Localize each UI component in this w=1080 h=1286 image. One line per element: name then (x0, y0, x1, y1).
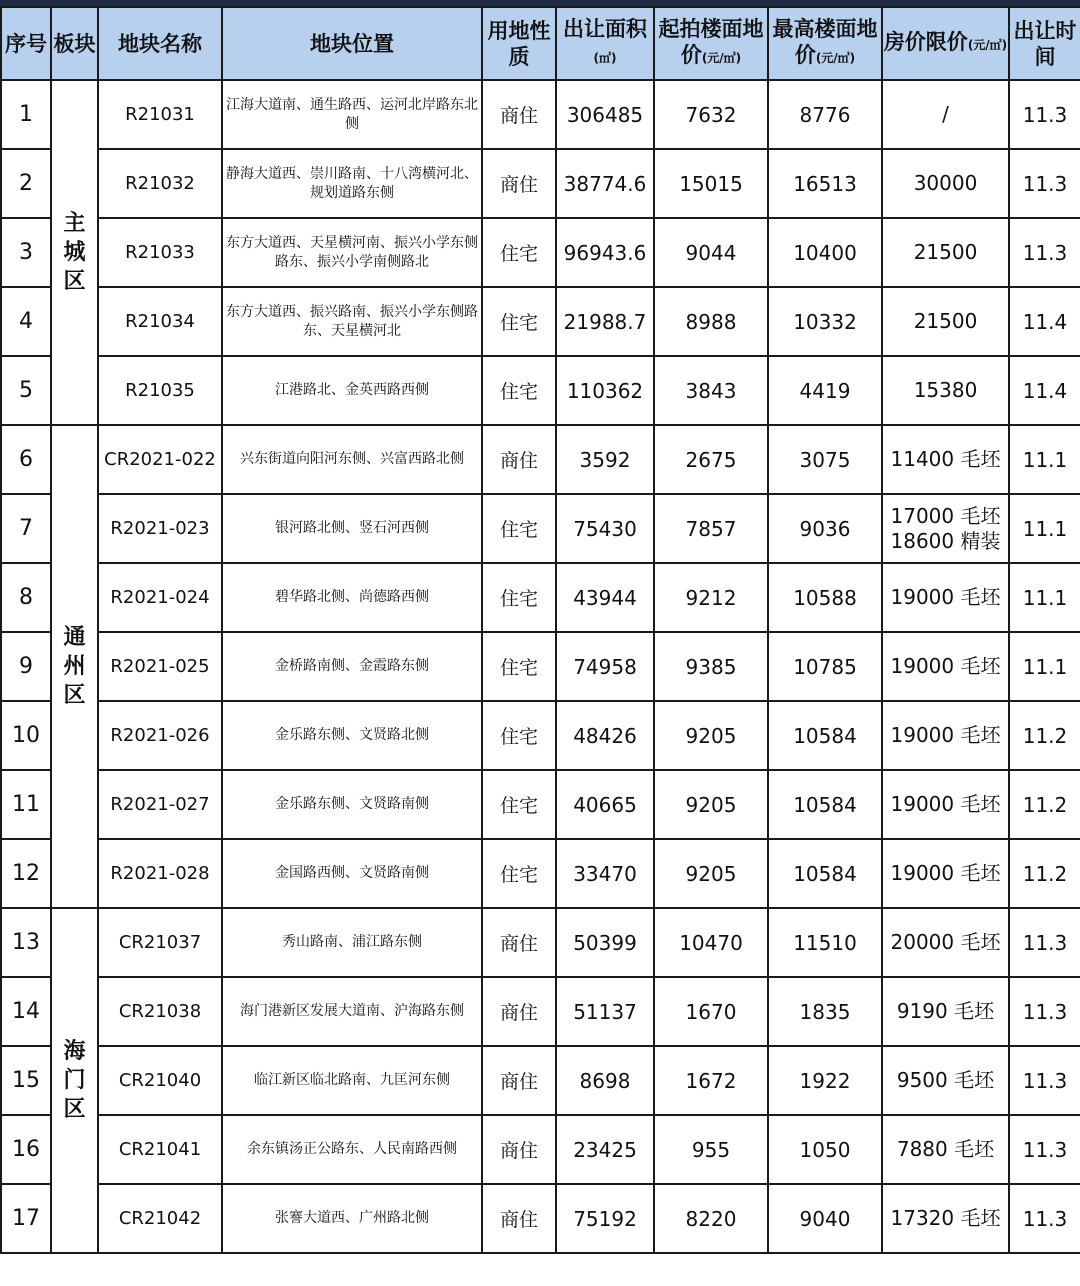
cell-max-price: 10584 (768, 839, 882, 908)
cell-land-use: 住宅 (482, 287, 556, 356)
cell-location: 秀山路南、浦江路东侧 (222, 908, 482, 977)
cell-price-cap (882, 218, 1009, 287)
cell-max-price: 10400 (768, 218, 882, 287)
cell-sale-time: 11.4 (1009, 356, 1080, 425)
cell-seq: 1 (1, 80, 51, 149)
table-header (1, 7, 1080, 80)
cell-sale-time: 11.2 (1009, 839, 1080, 908)
cell-max-price: 9040 (768, 1184, 882, 1253)
cell-max-price: 1835 (768, 977, 882, 1046)
table-row (1, 1184, 1080, 1253)
header-start-price (654, 7, 768, 80)
cell-location: 静海大道西、崇川路南、十八湾横河北、规划道路东侧 (222, 149, 482, 218)
cell-plot-name: R2021-023 (98, 494, 222, 563)
cell-price-cap (882, 425, 1009, 494)
cell-location: 江港路北、金英西路西侧 (222, 356, 482, 425)
cell-max-price: 3075 (768, 425, 882, 494)
cell-plot-name: CR21038 (98, 977, 222, 1046)
cell-seq: 15 (1, 1046, 51, 1115)
cell-start-price: 9044 (654, 218, 768, 287)
cell-area: 50399 (556, 908, 654, 977)
cell-seq: 3 (1, 218, 51, 287)
cell-price-cap (882, 356, 1009, 425)
price-cap-value: 19000 毛坯 (890, 861, 1001, 885)
cell-area: 96943.6 (556, 218, 654, 287)
cell-start-price: 1670 (654, 977, 768, 1046)
cell-land-use: 商住 (482, 80, 556, 149)
header-start-price-unit: (元/㎡) (701, 51, 742, 65)
cell-start-price: 9205 (654, 701, 768, 770)
cell-sale-time: 11.1 (1009, 494, 1080, 563)
cell-start-price: 9212 (654, 563, 768, 632)
cell-area: 75192 (556, 1184, 654, 1253)
cell-seq: 9 (1, 632, 51, 701)
cell-area: 306485 (556, 80, 654, 149)
header-max-price-unit: (元/㎡) (815, 51, 856, 65)
cell-max-price: 16513 (768, 149, 882, 218)
cell-sale-time: 11.3 (1009, 218, 1080, 287)
cell-location: 张謇大道西、广州路北侧 (222, 1184, 482, 1253)
cell-plot-name: CR21037 (98, 908, 222, 977)
header-land-use-label: 用地性质 (487, 18, 551, 69)
price-cap-value: 19000 毛坯 (890, 723, 1001, 747)
header-max-price (768, 7, 882, 80)
cell-seq: 16 (1, 1115, 51, 1184)
cell-max-price: 4419 (768, 356, 882, 425)
cell-location: 余东镇汤正公路东、人民南路西侧 (222, 1115, 482, 1184)
header-price-cap (882, 7, 1009, 80)
cell-start-price: 2675 (654, 425, 768, 494)
cell-land-use: 住宅 (482, 839, 556, 908)
table-row (1, 701, 1080, 770)
table-row (1, 149, 1080, 218)
table-row (1, 80, 1080, 149)
header-sale-time (1009, 7, 1080, 80)
cell-price-cap (882, 908, 1009, 977)
cell-land-use: 商住 (482, 1115, 556, 1184)
district-label: 通州区 (63, 625, 86, 708)
table-row (1, 494, 1080, 563)
cell-max-price: 1922 (768, 1046, 882, 1115)
cell-area: 38774.6 (556, 149, 654, 218)
cell-max-price: 10584 (768, 770, 882, 839)
price-cap-value: 30000 (913, 171, 978, 195)
price-cap-value: 19000 毛坯 (890, 654, 1001, 678)
table-row (1, 908, 1080, 977)
cell-price-cap (882, 149, 1009, 218)
price-cap-value: 9500 毛坯 (896, 1068, 995, 1092)
table-row (1, 425, 1080, 494)
cell-plot-name: R2021-025 (98, 632, 222, 701)
cell-plot-name: R2021-027 (98, 770, 222, 839)
header-price-cap-unit: (元/㎡) (967, 38, 1008, 52)
cell-area: 43944 (556, 563, 654, 632)
cell-max-price: 10785 (768, 632, 882, 701)
cell-seq: 10 (1, 701, 51, 770)
header-location (222, 7, 482, 80)
cell-start-price: 9205 (654, 839, 768, 908)
table-row (1, 977, 1080, 1046)
cell-max-price: 10332 (768, 287, 882, 356)
cell-start-price: 9385 (654, 632, 768, 701)
cell-seq: 5 (1, 356, 51, 425)
header-max-price-label: 最高楼面地价 (772, 17, 878, 67)
cell-start-price: 8220 (654, 1184, 768, 1253)
cell-land-use: 商住 (482, 1046, 556, 1115)
cell-plot-name: CR2021-022 (98, 425, 222, 494)
table-row (1, 563, 1080, 632)
price-cap-value: 9190 毛坯 (896, 999, 995, 1023)
cell-seq: 2 (1, 149, 51, 218)
cell-price-cap (882, 80, 1009, 149)
cell-sale-time: 11.3 (1009, 1184, 1080, 1253)
cell-plot-name: CR21042 (98, 1184, 222, 1253)
cell-plot-name: CR21040 (98, 1046, 222, 1115)
price-cap-value: 17000 毛坯 (890, 503, 1001, 528)
cell-price-cap (882, 977, 1009, 1046)
table-row (1, 287, 1080, 356)
cell-start-price: 10470 (654, 908, 768, 977)
cell-start-price: 7632 (654, 80, 768, 149)
cell-seq: 6 (1, 425, 51, 494)
header-district-label: 板块 (53, 31, 96, 56)
cell-sale-time: 11.3 (1009, 149, 1080, 218)
land-auction-table (0, 6, 1080, 1254)
cell-price-cap (882, 770, 1009, 839)
district-label: 主城区 (63, 211, 86, 294)
price-cap-value: / (942, 102, 949, 126)
cell-max-price: 9036 (768, 494, 882, 563)
cell-plot-name: R21034 (98, 287, 222, 356)
cell-location: 银河路北侧、竖石河西侧 (222, 494, 482, 563)
cell-price-cap (882, 839, 1009, 908)
header-sale-time-label: 出让时间 (1013, 18, 1077, 69)
price-cap-value: 20000 毛坯 (890, 930, 1001, 954)
cell-area: 23425 (556, 1115, 654, 1184)
cell-plot-name: R21035 (98, 356, 222, 425)
cell-land-use: 商住 (482, 149, 556, 218)
cell-plot-name: R2021-024 (98, 563, 222, 632)
cell-area: 74958 (556, 632, 654, 701)
cell-area: 21988.7 (556, 287, 654, 356)
cell-land-use: 商住 (482, 425, 556, 494)
cell-land-use: 商住 (482, 1184, 556, 1253)
price-cap-value: 19000 毛坯 (890, 792, 1001, 816)
cell-price-cap (882, 563, 1009, 632)
cell-max-price: 8776 (768, 80, 882, 149)
cell-seq: 13 (1, 908, 51, 977)
cell-seq: 14 (1, 977, 51, 1046)
cell-price-cap (882, 1184, 1009, 1253)
cell-area: 51137 (556, 977, 654, 1046)
table-row (1, 218, 1080, 287)
cell-location: 兴东街道向阳河东侧、兴富西路北侧 (222, 425, 482, 494)
cell-location: 金桥路南侧、金霞路东侧 (222, 632, 482, 701)
cell-plot-name: CR21041 (98, 1115, 222, 1184)
cell-price-cap (882, 701, 1009, 770)
cell-sale-time: 11.3 (1009, 1115, 1080, 1184)
cell-sale-time: 11.3 (1009, 977, 1080, 1046)
cell-max-price: 11510 (768, 908, 882, 977)
cell-price-cap (882, 287, 1009, 356)
table-row (1, 356, 1080, 425)
cell-location: 东方大道西、天星横河南、振兴小学东侧路东、振兴小学南侧路北 (222, 218, 482, 287)
cell-sale-time: 11.1 (1009, 425, 1080, 494)
cell-area: 33470 (556, 839, 654, 908)
cell-land-use: 住宅 (482, 494, 556, 563)
district-label: 海门区 (63, 1039, 86, 1122)
header-area (556, 7, 654, 80)
cell-plot-name: R2021-026 (98, 701, 222, 770)
cell-land-use: 住宅 (482, 701, 556, 770)
price-cap-value-secondary: 18600 精装 (890, 528, 1001, 553)
cell-sale-time: 11.3 (1009, 908, 1080, 977)
cell-area: 8698 (556, 1046, 654, 1115)
cell-sale-time: 11.1 (1009, 563, 1080, 632)
cell-price-cap (882, 1115, 1009, 1184)
cell-land-use: 商住 (482, 908, 556, 977)
header-row (1, 7, 1080, 80)
header-district (51, 7, 98, 80)
cell-seq: 17 (1, 1184, 51, 1253)
cell-area: 3592 (556, 425, 654, 494)
cell-sale-time: 11.2 (1009, 701, 1080, 770)
table-body (1, 80, 1080, 1253)
cell-location: 海门港新区发展大道南、沪海路东侧 (222, 977, 482, 1046)
cell-land-use: 住宅 (482, 563, 556, 632)
cell-district (51, 425, 98, 908)
cell-sale-time: 11.2 (1009, 770, 1080, 839)
header-price-cap-label: 房价限价 (883, 30, 968, 54)
cell-location: 临江新区临北路南、九匡河东侧 (222, 1046, 482, 1115)
table-row (1, 632, 1080, 701)
cell-seq: 7 (1, 494, 51, 563)
cell-location: 金乐路东侧、文贤路北侧 (222, 701, 482, 770)
cell-location: 金乐路东侧、文贤路南侧 (222, 770, 482, 839)
table-row (1, 1115, 1080, 1184)
header-seq (1, 7, 51, 80)
cell-plot-name: R2021-028 (98, 839, 222, 908)
header-area-label: 出让面积 (563, 17, 647, 41)
cell-max-price: 10588 (768, 563, 882, 632)
cell-price-cap (882, 494, 1009, 563)
cell-land-use: 商住 (482, 977, 556, 1046)
table-row (1, 839, 1080, 908)
cell-location: 江海大道南、通生路西、运河北岸路东北侧 (222, 80, 482, 149)
price-cap-value: 7880 毛坯 (896, 1137, 995, 1161)
cell-sale-time: 11.4 (1009, 287, 1080, 356)
cell-area: 110362 (556, 356, 654, 425)
cell-seq: 12 (1, 839, 51, 908)
header-area-unit: (㎡) (593, 51, 617, 65)
header-seq-label: 序号 (5, 31, 47, 56)
cell-start-price: 7857 (654, 494, 768, 563)
price-cap-value: 15380 (913, 378, 978, 402)
price-cap-value: 21500 (913, 309, 978, 333)
price-cap-value: 11400 毛坯 (890, 447, 1001, 471)
cell-sale-time: 11.3 (1009, 1046, 1080, 1115)
cell-price-cap (882, 1046, 1009, 1115)
cell-start-price: 1672 (654, 1046, 768, 1115)
cell-sale-time: 11.1 (1009, 632, 1080, 701)
cell-district (51, 908, 98, 1253)
cell-max-price: 10584 (768, 701, 882, 770)
cell-land-use: 住宅 (482, 632, 556, 701)
cell-location: 东方大道西、振兴路南、振兴小学东侧路东、天星横河北 (222, 287, 482, 356)
table-row (1, 770, 1080, 839)
price-cap-value: 17320 毛坯 (890, 1206, 1001, 1230)
cell-land-use: 住宅 (482, 218, 556, 287)
cell-start-price: 955 (654, 1115, 768, 1184)
cell-plot-name: R21033 (98, 218, 222, 287)
cell-plot-name: R21032 (98, 149, 222, 218)
cell-area: 40665 (556, 770, 654, 839)
cell-price-cap (882, 632, 1009, 701)
cell-location: 碧华路北侧、尚德路西侧 (222, 563, 482, 632)
cell-location: 金国路西侧、文贤路南侧 (222, 839, 482, 908)
cell-area: 75430 (556, 494, 654, 563)
cell-max-price: 1050 (768, 1115, 882, 1184)
header-plot-name-label: 地块名称 (118, 31, 202, 56)
cell-seq: 4 (1, 287, 51, 356)
cell-area: 48426 (556, 701, 654, 770)
cell-land-use: 住宅 (482, 770, 556, 839)
cell-seq: 8 (1, 563, 51, 632)
header-plot-name (98, 7, 222, 80)
cell-sale-time: 11.3 (1009, 80, 1080, 149)
cell-start-price: 15015 (654, 149, 768, 218)
price-cap-value: 21500 (913, 240, 978, 264)
cell-start-price: 9205 (654, 770, 768, 839)
cell-start-price: 8988 (654, 287, 768, 356)
price-cap-value: 19000 毛坯 (890, 585, 1001, 609)
cell-plot-name: R21031 (98, 80, 222, 149)
cell-land-use: 住宅 (482, 356, 556, 425)
table-row (1, 1046, 1080, 1115)
header-start-price-label: 起拍楼面地价 (658, 17, 764, 67)
cell-start-price: 3843 (654, 356, 768, 425)
cell-district (51, 80, 98, 425)
cell-seq: 11 (1, 770, 51, 839)
header-land-use (482, 7, 556, 80)
header-location-label: 地块位置 (310, 31, 394, 56)
